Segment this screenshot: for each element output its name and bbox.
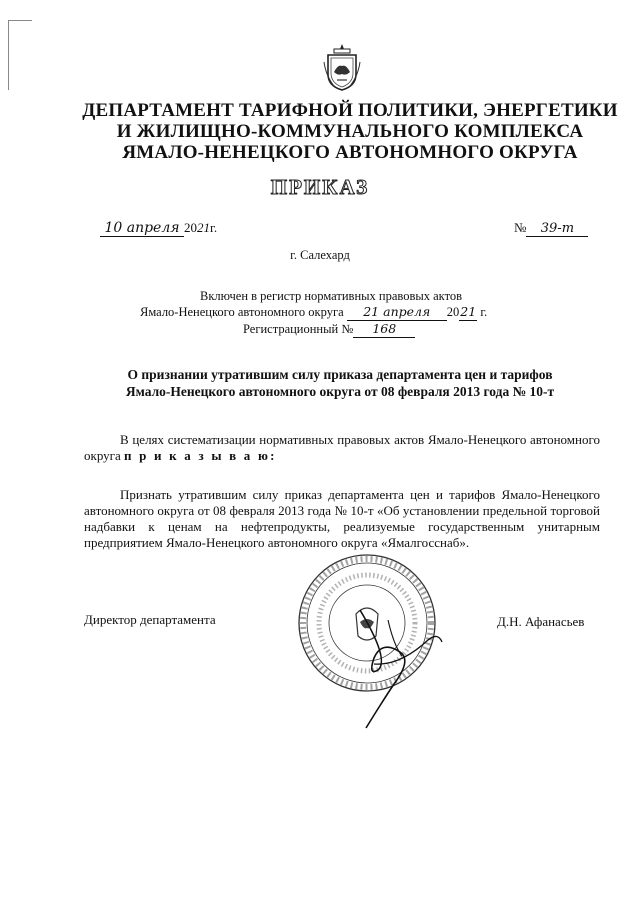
header-line-3: ЯМАЛО-НЕНЕЦКОГО АВТОНОМНОГО ОКРУГА (122, 142, 578, 163)
operative-text: Признать утратившим силу приказ департамента цен и тарифов Ямало-Ненецкого автономного округа от 08 февраля 2013 года № 10-т «Об установлении предельной торговой надбавки к ценам на нефтепродукты, реализуемые государственным унитарным предприятием Ямало-Ненецкого автономного округа «Ямалгосснаб». (84, 487, 600, 550)
registry-region: Ямало-Ненецкого автономного округа (140, 305, 344, 319)
registry-suffix: г. (480, 305, 488, 319)
order-number (514, 220, 588, 237)
subject-line-1: О признании утратившим силу приказа департамента цен и тарифов (127, 367, 553, 382)
preamble-paragraph (84, 432, 600, 464)
city: г. Салехард (290, 248, 350, 262)
coat-of-arms-icon (322, 42, 362, 92)
operative-paragraph (84, 487, 600, 551)
registry-year-prefix: 20 (446, 305, 460, 319)
date-suffix: г. (210, 220, 218, 235)
department-header (60, 100, 640, 163)
registry-line-3 (140, 321, 487, 338)
year-prefix: 20 (184, 220, 197, 235)
registry-handwritten-date: 21 апреля (347, 304, 447, 321)
handwritten-signature-icon (330, 600, 450, 730)
preamble-text: В целях систематизации нормативных правовых актов Ямало-Ненецкого автономного округа (84, 432, 600, 463)
registry-handwritten-number: 168 (353, 321, 415, 338)
handwritten-year: 21 (197, 220, 210, 235)
scan-edge-mark (8, 20, 9, 90)
subject-line-2: Ямало-Ненецкого автономного округа от 08 февраля 2013 года № 10-т (125, 384, 555, 399)
order-subject (80, 366, 600, 400)
handwritten-number: 39-т (526, 221, 588, 237)
scan-edge-mark-top (8, 20, 32, 21)
registry-line-1: Включен в регистр нормативных правовых актов (200, 289, 463, 303)
header-line-1: ДЕПАРТАМЕНТ ТАРИФНОЙ ПОЛИТИКИ, ЭНЕРГЕТИКИ (82, 100, 618, 121)
order-title: ПРИКАЗ (270, 175, 370, 199)
header-line-2: И ЖИЛИЩНО-КОММУНАЛЬНОГО КОМПЛЕКСА (116, 121, 584, 142)
order-word: п р и к а з ы в а ю: (124, 448, 277, 463)
registry-line-2 (140, 304, 487, 321)
order-date (100, 220, 217, 237)
registry-block (140, 288, 487, 338)
signatory-position: Директор департамента (84, 612, 216, 627)
handwritten-date: 10 апреля (100, 220, 184, 237)
signatory-name: Д.Н. Афанасьев (497, 614, 585, 629)
number-prefix: № (514, 220, 527, 235)
registry-handwritten-year: 21 (460, 304, 477, 319)
registry-number-label: Регистрационный № (243, 322, 354, 336)
